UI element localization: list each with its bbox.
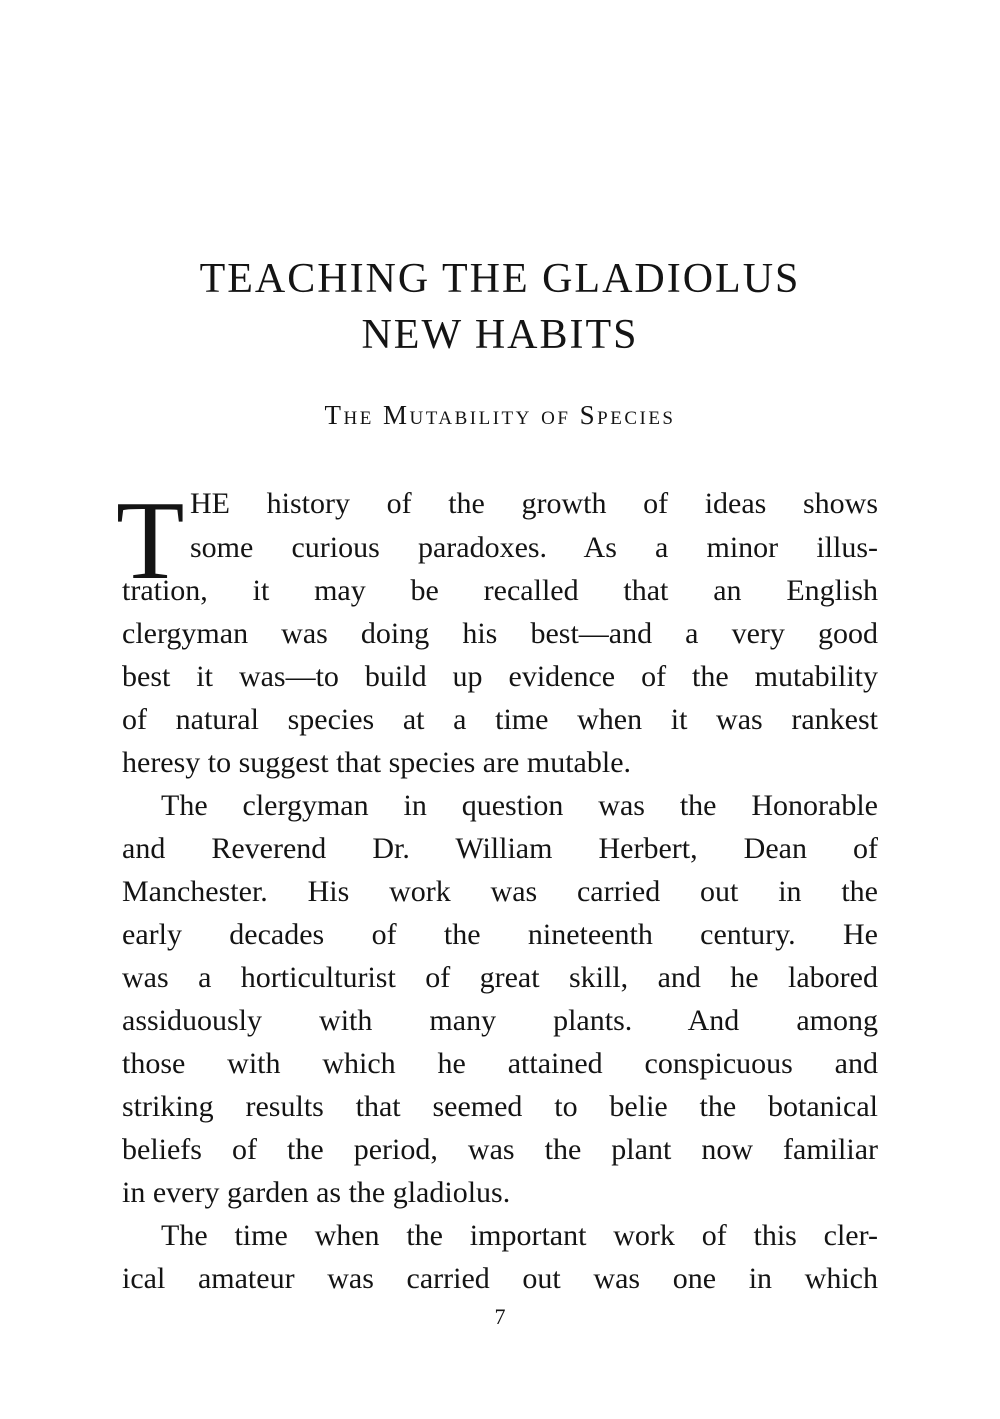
text-line: beliefs of the period, was the plant now familiar [122, 1133, 878, 1166]
text-line: some curious paradoxes. As a minor illus- [190, 531, 878, 564]
text-line: Manchester. His work was carried out in the [122, 875, 878, 908]
text-line: early decades of the nineteenth century. He [122, 918, 878, 951]
text-line: of natural species at a time when it was rankest [122, 703, 878, 736]
drop-cap: T [116, 479, 185, 603]
text-line: those with which he attained conspicuous and [122, 1047, 878, 1080]
chapter-title-line-1: TEACHING THE GLADIOLUS [199, 256, 801, 302]
text-line: The clergyman in question was the Honorable [161, 789, 878, 822]
text-line: clergyman was doing his best—and a very good [122, 617, 878, 650]
text-line: heresy to suggest that species are mutable. [122, 746, 632, 779]
text-line: in every garden as the gladiolus. [122, 1176, 511, 1209]
chapter-subtitle: The Mutability of Species [324, 400, 676, 430]
text-line: tration, it may be recalled that an English [122, 574, 878, 607]
text-line: ical amateur was carried out was one in which [122, 1262, 878, 1295]
text-line: assiduously with many plants. And among [122, 1004, 878, 1037]
text-line: The time when the important work of this cler- [161, 1219, 878, 1252]
page-number: 7 [494, 1304, 506, 1329]
chapter-title-line-2: NEW HABITS [361, 312, 639, 358]
text-line: striking results that seemed to belie the botanical [122, 1090, 878, 1123]
text-line: best it was—to build up evidence of the mutability [122, 660, 878, 693]
text-line: was a horticulturist of great skill, and he labored [122, 961, 878, 994]
text-line: and Reverend Dr. William Herbert, Dean of [122, 832, 878, 865]
text-line: HE history of the growth of ideas shows [190, 487, 878, 520]
